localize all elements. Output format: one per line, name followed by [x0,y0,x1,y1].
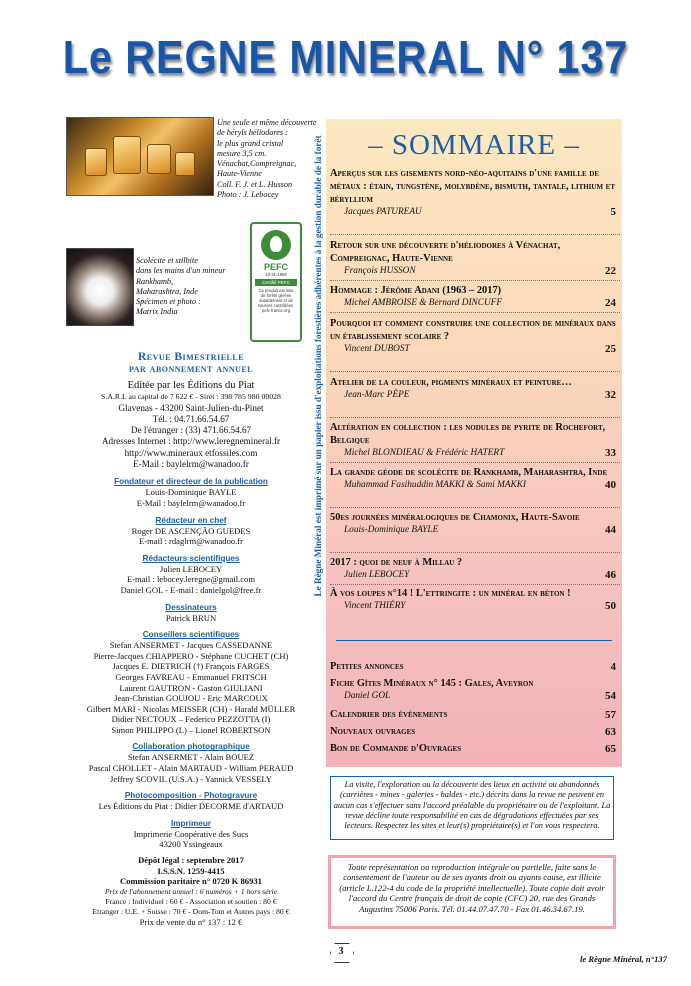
toc-page: 25 [605,343,616,355]
caption-line: mesure 3,5 cm. [217,148,267,158]
person-line: Imprimerie Coopérative des Sucs [133,828,249,839]
editor-line: De l'étranger : (33) 471.66.54.67 [130,425,252,436]
toc-item[interactable] [330,421,618,459]
editor-line: Glavenas - 43200 Saint-Julien-du-Pinet [118,402,264,413]
person-line: Pascal CHOLLET - Alain MARTAUD - William PERAUD [88,763,294,774]
toc-title: Petites annonces [330,661,404,672]
pefc-text: de forêts gérées [260,293,292,298]
toc-title: Bon de Commande d'Ouvrages [330,743,462,754]
access-notice [330,776,614,840]
caption-line: Haute-Vienne [217,169,262,179]
toc-page: 5 [610,206,616,218]
toc-title: 50es journées minéralogiques de Chamonix, Haute-Savoie [330,512,580,523]
person-line: Les Éditions du Piat : Didier DECORME d'ARTAUD [98,801,284,812]
toc-title: 2017 : quoi de neuf à Millau ? [330,557,463,568]
toc-author: Muhammad Fasihuddin MAKKI & Sami MAKKI [344,480,527,490]
toc-page: 32 [605,389,616,401]
person-line: Jeffrey SCOVIL (U.S.A.) - Yannick VESSELY [109,773,273,784]
toc-author: Vincent DUBOST [344,344,410,354]
section-heading: Fondateur et directeur de la publication [114,477,268,487]
legal-line: Commission paritaire n° 0720 K 86931 [120,876,262,887]
caption-line: Spécimen et photo : [136,297,201,307]
toc-item[interactable] [330,284,618,309]
person-line: Jacques E. DIETRICH (†) François FARGES [112,661,270,672]
gem-shape [113,136,141,174]
toc-title: Aperçus sur les gisements nord-néo-aquitains d'une famille de métaux : étain, tungstène, molybdène, bismuth, tantale, lithium et béryllium [330,168,615,205]
section-heading: Rédacteurs scientifiques [142,553,240,563]
scolecite-photo [66,248,134,326]
toc-divider [330,417,620,418]
toc-item[interactable] [330,317,618,355]
legal-line: Dépôt légal : septembre 2017 [138,855,244,866]
notice-text: La visite, l'exploration ou la découverte des lieux en activité ou abandonnés (carrières - mines - galeries - haldes - etc.) décrits dans la revue ne peuvent en aucun cas s'effectuer sans l'accord préalable du propriétaire ou de l'exploitant. La revue décline toute responsabilité en cas de dégradations effectuées par ses lecteurs. Respectez les sites et leur(s) propriétaire(s) et l'on vous respectera. [333,780,611,831]
person-line: E-mail : lebocey.leregne@gmail.com [126,574,256,585]
toc-page: 40 [605,479,616,491]
person-line: Gilbert MARI - Nicolas MEISSER (CH) - Harald MÜLLER [86,703,296,714]
editor-line: Tél. : 04.71.66.54.67 [152,413,230,424]
toc-title: La grande géode de scolécite de Rankhamb, Maharashtra, Inde [330,467,608,478]
copyright-notice [328,855,616,929]
person-line: Louis-Dominique BAYLE [145,487,237,498]
caption-line: le plus grand cristal [217,138,284,148]
toc-author: Vincent THIÉRY [344,601,406,611]
toc-extra[interactable] [330,708,618,721]
toc-title: Retour sur une découverte d'héliodores à Vénachat, Compreignac, Haute-Vienne [330,240,561,264]
caption-line: Photo : J. Lebocey [217,190,279,200]
pefc-code: 10-31-1669 [265,272,287,277]
toc-author: Michel BLONDIEAU & Frédéric HATERT [344,448,505,458]
caption-line: Matrix India [136,307,178,317]
beryl-photo [66,117,214,196]
toc-extra[interactable] [330,677,618,702]
revue-heading [60,351,322,375]
price-line: France : Individuel : 60 € - Association et soutien : 80 € [105,896,277,906]
person-line: Roger DE ASCENÇÃO GUEDES [131,525,251,536]
toc-page: 4 [610,661,616,673]
copyright-text: Toute représentation ou reproduction intégrale ou partielle, faite sans le consentement de l'auteur ou de ses ayants droit ou ayants cause, est illicite (article L.122-4 du code de la propriété intellectuelle). Toute copie doit avoir l'accord du Centre français de droit de copie (CFC) 20, rue des Grands Augustins 75006 Paris. Tél. 01.44.07.47.70 - Fax 01.46.34.67.19. [339,862,605,914]
toc-divider [330,584,620,585]
caption-line: Scolécite et stilbite [136,256,198,265]
caption-line: Rankhamb, [136,276,174,286]
toc-divider [330,507,620,508]
person-line: Daniel GOL - E-mail : danielgol@free.fr [120,584,262,595]
person-line: Patrick BRUN [165,612,217,623]
toc-author: François HUSSON [344,266,416,276]
toc-author: Daniel GOL [344,691,391,701]
toc-item[interactable] [330,167,618,218]
person-line: Jean-Christian GOUJOU - Eric MARCOUX [114,693,268,704]
toc-page: 50 [605,600,616,612]
person-line: E-mail : rdaglrm@wanadoo.fr [138,536,244,547]
section-heading: Conseillers scientifiques [142,630,240,640]
vertical-text: Le Règne Minéral est imprimé sur un papier issu d'exploitations forestières adhérentes à la gestion durable de la forêt [313,135,323,597]
price-block [60,887,322,928]
toc-item[interactable] [330,239,618,277]
toc-title: À vos loupes n°14 ! L'ettringite : un minéral en béton ! [330,588,571,599]
sommaire-title: – SOMMAIRE – [368,129,580,161]
sommaire-panel [326,119,622,767]
caption-line: Vénachat,Compreignac, [217,159,297,169]
pefc-tree-icon [261,230,291,260]
pefc-url: pefc-france.org [261,308,291,313]
pefc-text: sources contrôlées. [257,303,295,308]
legal-line: I.S.S.N. 1259-4415 [157,865,225,876]
toc-page: 63 [605,726,616,738]
toc-author: Jacques PATUREAU [344,207,422,217]
section-heading: Rédacteur en chef [155,515,227,525]
toc-author: Michel AMBROISE & Bernard DINCUFF [344,298,503,308]
section-heading: Imprimeur [170,818,212,828]
toc-page: 24 [605,297,616,309]
person-line: Simon PHILIPPO (L) – Lionel ROBERTSON [111,724,271,735]
toc-page: 22 [605,265,616,277]
scolecite-caption [136,256,251,318]
person-line: Stefan ANSERMET - Alain BOUEZ [127,752,255,763]
toc-divider [330,371,620,372]
caption-line: dans les mains d'un mineur [136,266,226,276]
editor-line: Editée par les Éditions du Piat [127,380,255,391]
gem-shape [85,148,107,176]
gem-shape [147,144,171,174]
toc-item[interactable] [330,556,618,581]
person-line: Julien LEBOCEY [159,563,223,574]
revue-line: Revue Bimestrielle [137,351,245,363]
editor-line: S.A.R.L au capital de 7 622 € - Siret : 398 785 980 00028 [101,392,281,402]
toc-divider [330,462,620,463]
caption-line: Une seule et même découverte [217,118,317,127]
toc-divider [330,312,620,313]
toc-divider [330,552,620,553]
price-line: Prix de vente du n° 137 : 12 € [139,917,243,928]
person-line: E-Mail : baylelrm@wanadoo.fr [136,497,246,508]
pefc-text: durablement et de [259,298,293,303]
toc-page: 33 [605,447,616,459]
pefc-brand: PEFC [263,262,288,272]
editor-line: E-Mail : baylelrm@wanadoo.fr [133,459,249,470]
toc-title: Pourquoi et comment construire une collection de minéraux dans un établissement scolaire ? [330,318,616,342]
toc-author: Julien LEBOCEY [344,570,410,580]
gem-shape [175,152,195,176]
section-heading: Photocomposition - Photogravure [124,791,258,801]
revue-line: par abonnement annuel [128,363,254,375]
caption-line: Maharashtra, Inde [136,286,198,296]
person-line: Georges FAVREAU - Emmanuel FRITSCH [115,671,267,682]
legal-block [60,855,322,887]
toc-page: 46 [605,569,616,581]
person-line: Didier NECTOUX – Federico PEZZOTTA (I) [111,714,271,725]
toc-rule [336,640,612,641]
toc-title: Atelier de la couleur, pigments minéraux et peinture… [330,377,572,388]
toc-title: Nouveaux ouvrages [330,726,416,737]
price-line: Prix de l'abonnement annuel : 6 numéros + 1 hors série [104,886,278,896]
toc-item[interactable] [330,466,618,491]
person-line: 43200 Yssingeaux [159,839,223,850]
toc-author: Louis-Dominique BAYLE [344,525,439,535]
section-heading: Collaboration photographique [132,742,250,752]
person-line: Stefan ANSERMET - Jacques CASSEDANNE [109,640,273,651]
toc-author: Jean-Marc PÈPE [344,390,410,400]
pefc-certified: Certifié PEFC [255,279,297,286]
masthead [60,380,322,927]
toc-page: 44 [605,524,616,536]
toc-item[interactable] [330,587,618,612]
caption-line: de béryls héliodores : [217,128,288,138]
toc-title: Hommage : Jérôme Adani (1963 – 2017) [330,285,502,296]
pefc-text: Ce produit est issu [258,288,294,293]
page-number: 3 [330,943,352,961]
toc-page: 65 [605,743,616,755]
toc-title: Calendrier des évènements [330,709,448,720]
page-title: Le REGNE MINERAL N° 137 [62,31,629,83]
toc-title: Altération en collection : les nodules de pyrite de Rochefort, Belgique [330,422,606,446]
vertical-note [310,110,326,622]
person-line: Laurent GAUTRON - Gaston GIULIANI [119,682,263,693]
toc-extra[interactable] [330,725,618,738]
toc-page: 57 [605,709,616,721]
editor-line: Adresses Internet : http://www.leregnemineral.fr [101,436,281,447]
price-line: Etranger : U.E. + Suisse : 70 € - Dom-Tom et Autres pays : 80 € [92,906,290,916]
toc-page: 54 [605,690,616,702]
caption-line: Coll. F. J. et L. Husson [217,179,293,189]
toc-title: Fiche Gîtes Minéraux n° 145 : Gales, Aveyron [330,678,534,689]
pefc-logo [250,222,302,342]
section-heading: Dessinateurs [165,602,217,612]
toc-item[interactable] [330,376,618,401]
toc-divider [330,234,620,235]
editor-line: http://www.mineraux etfossiles.com [124,447,258,458]
toc-extra[interactable] [330,660,618,673]
journal-footer: le Règne Minéral, n°137 [580,954,667,964]
person-line: Pierre-Jacques CHIAPPERO - Stéphane CUCHET (CH) [93,650,289,661]
toc-extra[interactable] [330,742,618,755]
toc-divider [330,280,620,281]
toc-item[interactable] [330,511,618,536]
